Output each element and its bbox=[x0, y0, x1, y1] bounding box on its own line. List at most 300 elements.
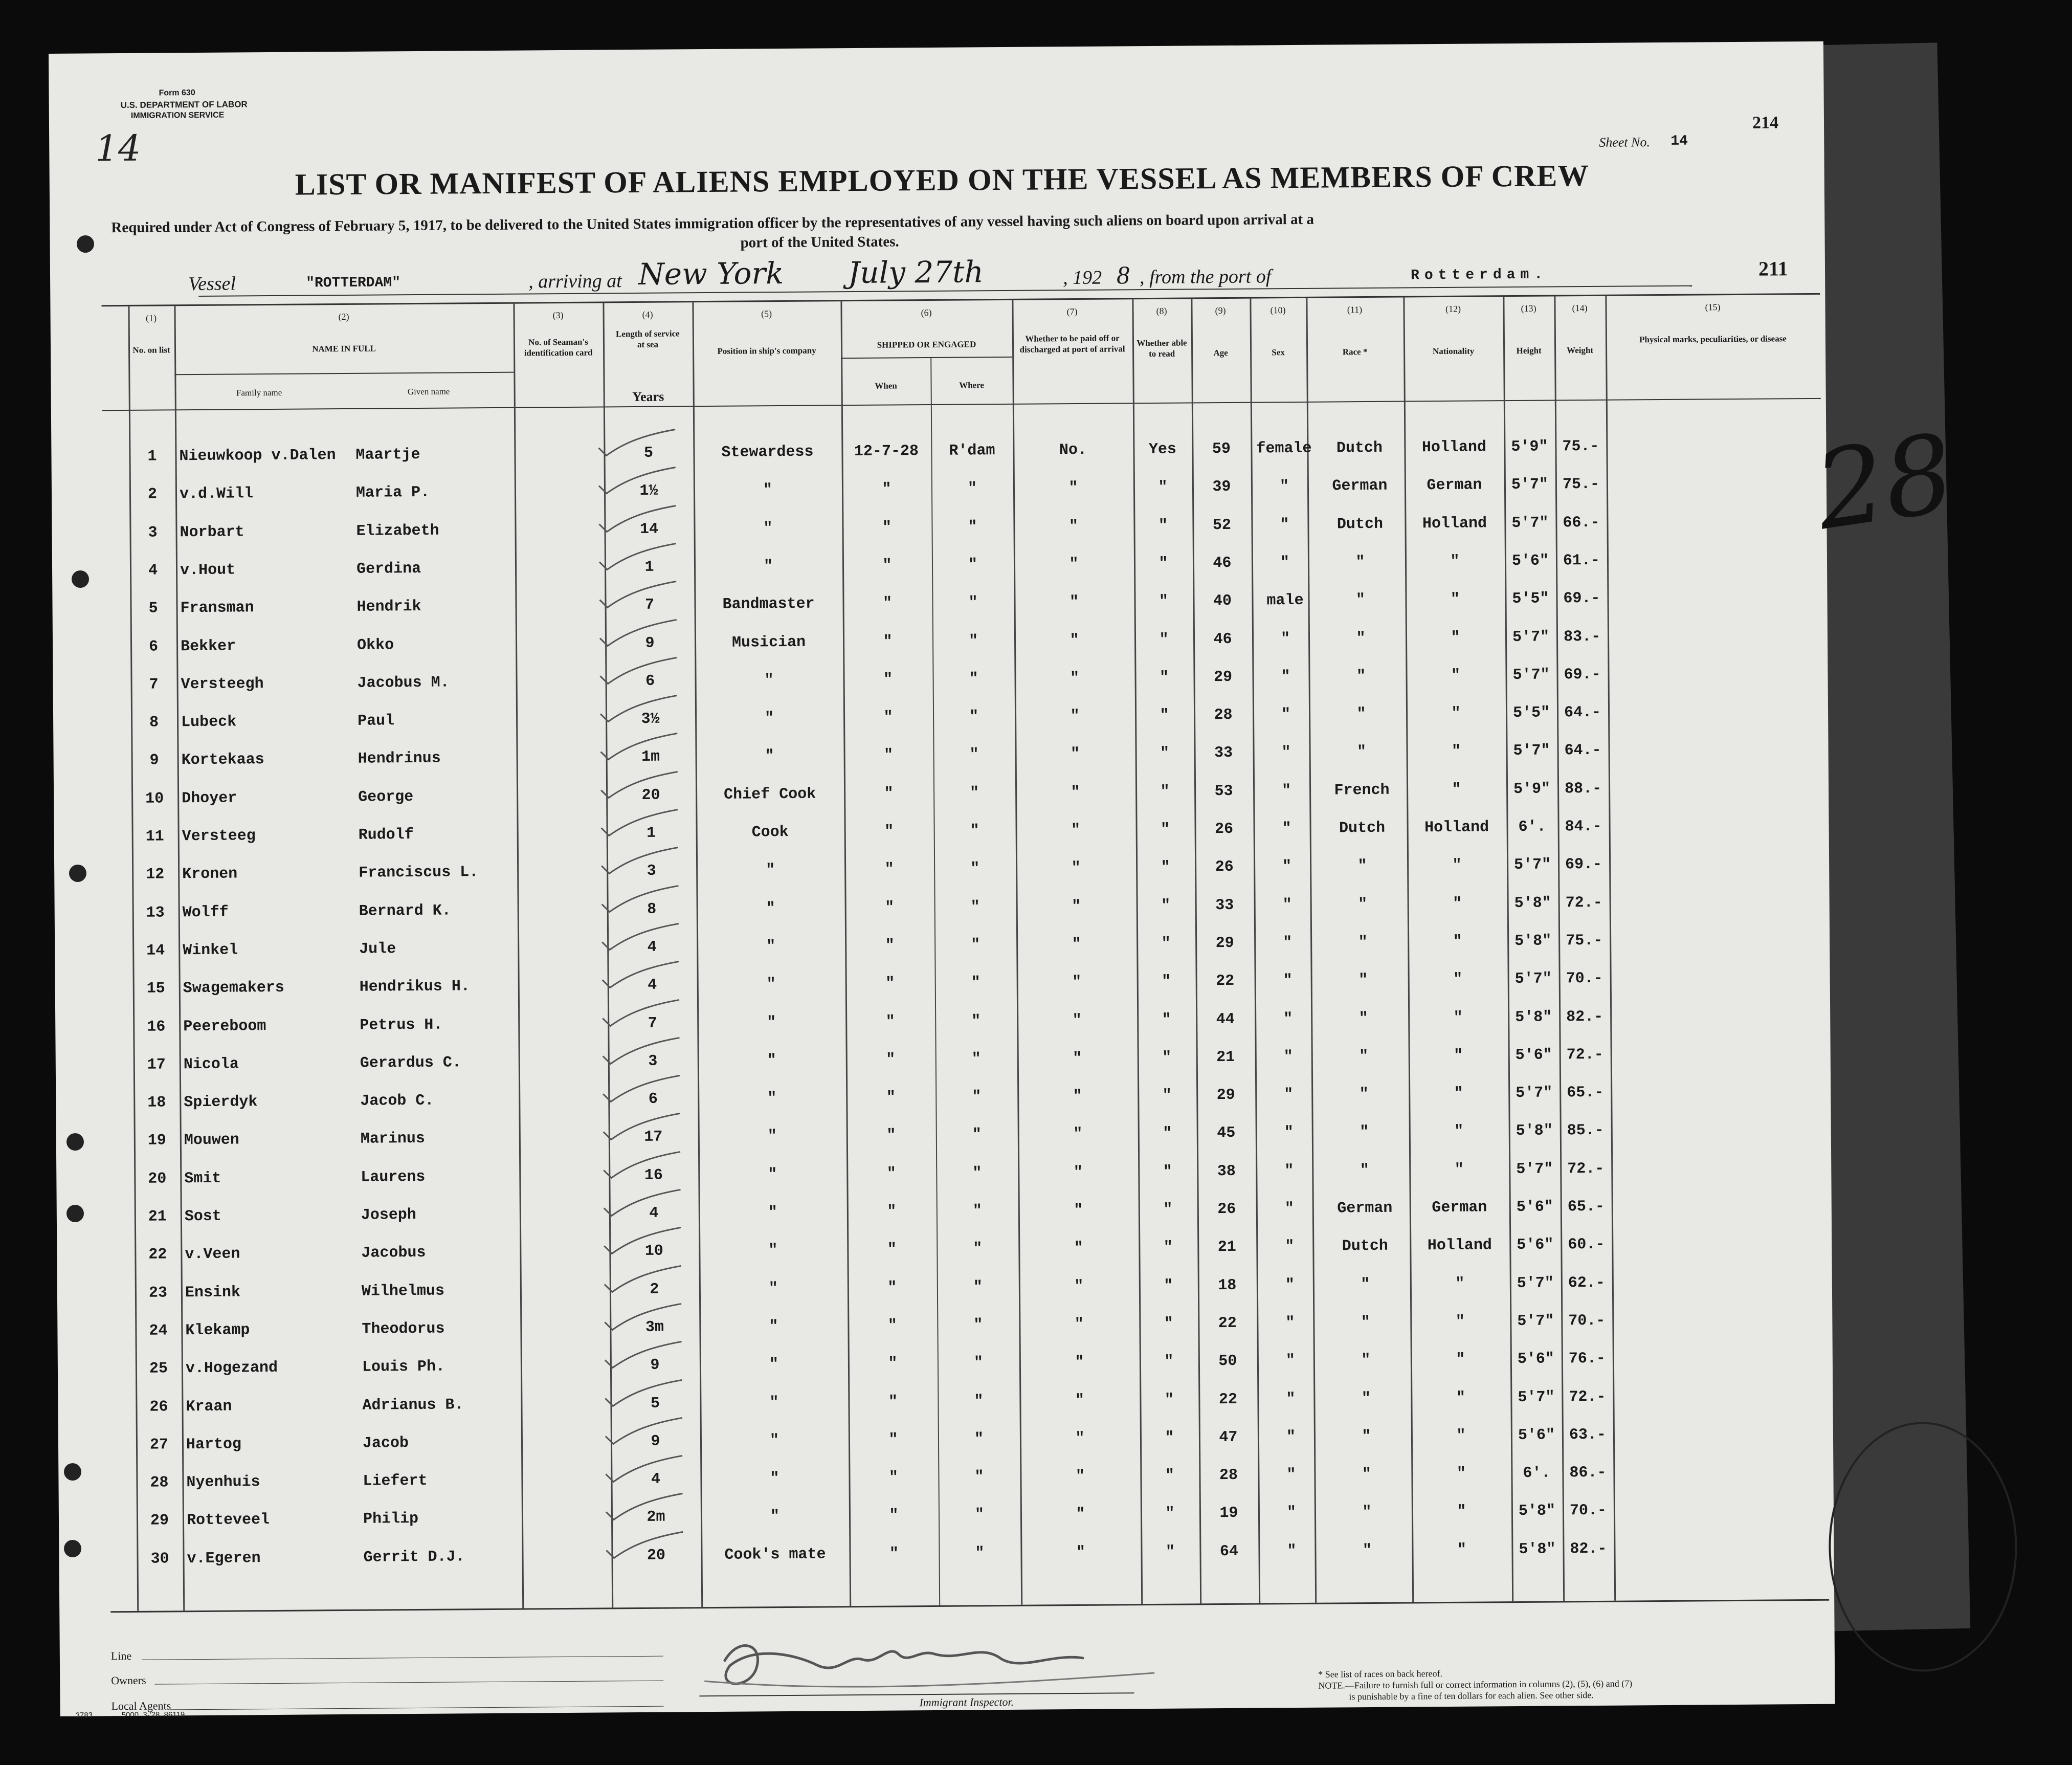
cell-paid-off: " bbox=[1070, 669, 1080, 687]
cell-age: 44 bbox=[1216, 1010, 1235, 1028]
header-years: Years bbox=[632, 389, 664, 405]
cell-where: R'dam bbox=[949, 442, 995, 460]
cell-weight: 61.- bbox=[1563, 551, 1600, 570]
note-races: * See list of races on back hereof. bbox=[1318, 1668, 1443, 1680]
cell-nationality: German bbox=[1432, 1199, 1487, 1217]
cell-height: 5'7" bbox=[1511, 514, 1549, 532]
cell-height: 5'7" bbox=[1518, 1388, 1555, 1406]
cell-height: 5'9" bbox=[1513, 780, 1551, 798]
cell-sex: " bbox=[1284, 1124, 1294, 1142]
cell-able-read: " bbox=[1164, 1391, 1174, 1409]
cell-years: 14 bbox=[639, 520, 659, 538]
cell-height: 5'5" bbox=[1512, 590, 1549, 608]
cell-given-name: Gerdina bbox=[356, 560, 421, 578]
cell-given-name: Jacob bbox=[362, 1434, 409, 1452]
cell-able-read: " bbox=[1162, 1087, 1172, 1105]
cell-paid-off: " bbox=[1074, 1240, 1083, 1257]
cell-years: 3½ bbox=[641, 710, 660, 729]
cell-race: " bbox=[1361, 1313, 1370, 1332]
cell-position: " bbox=[764, 710, 774, 727]
year-label: , 192 bbox=[1062, 267, 1102, 289]
cell-height: 5'7" bbox=[1516, 1084, 1553, 1102]
cell-position: " bbox=[767, 1051, 776, 1070]
cell-years: 1m bbox=[641, 748, 660, 766]
cell-height: 6'. bbox=[1518, 818, 1546, 836]
cell-given-name: George bbox=[358, 788, 414, 806]
footer-agents-label: Local Agents bbox=[111, 1699, 171, 1713]
cell-family-name: v.Hout bbox=[180, 561, 236, 580]
cell-given-name: Marinus bbox=[360, 1130, 425, 1149]
cell-given-name: Petrus H. bbox=[360, 1016, 443, 1034]
cell-able-read: " bbox=[1161, 859, 1170, 877]
cell-age: 26 bbox=[1215, 820, 1234, 839]
cell-when: " bbox=[883, 633, 893, 651]
cell-position: " bbox=[768, 1165, 777, 1183]
cell-race: Dutch bbox=[1336, 515, 1384, 534]
cell-nationality: " bbox=[1451, 743, 1461, 761]
cell-able-read: " bbox=[1160, 783, 1170, 801]
cell-family-name: Versteegh bbox=[181, 675, 264, 694]
cell-weight: 64.- bbox=[1564, 742, 1601, 760]
cell-race: " bbox=[1362, 1504, 1372, 1521]
cell-no: 6 bbox=[148, 638, 159, 656]
cell-position: " bbox=[766, 938, 776, 956]
cell-paid-off: " bbox=[1071, 859, 1081, 877]
cell-given-name: Philip bbox=[363, 1510, 419, 1529]
cell-sex: " bbox=[1283, 1048, 1293, 1066]
cell-years: 9 bbox=[645, 634, 655, 652]
cell-no: 1 bbox=[147, 448, 157, 466]
cell-family-name: Smit bbox=[184, 1170, 221, 1187]
cell-sex: " bbox=[1286, 1504, 1297, 1522]
cell-family-name: Dhoyer bbox=[182, 789, 237, 807]
cell-height: 5'7" bbox=[1512, 666, 1550, 684]
cell-position: Cook bbox=[751, 823, 789, 842]
header-age: Age bbox=[1213, 347, 1228, 358]
cell-able-read: " bbox=[1159, 631, 1169, 649]
cell-years: 1 bbox=[644, 558, 654, 576]
cell-given-name: Rudolf bbox=[358, 826, 414, 844]
cell-age: 29 bbox=[1216, 1086, 1235, 1105]
cell-height: 5'6" bbox=[1516, 1198, 1553, 1217]
cell-weight: 60.- bbox=[1568, 1236, 1605, 1254]
cell-no: 18 bbox=[147, 1094, 166, 1112]
cell-age: 26 bbox=[1217, 1200, 1236, 1219]
cell-no: 5 bbox=[148, 600, 158, 617]
cell-sex: " bbox=[1286, 1428, 1296, 1446]
header-seaman-card: No. of Seaman's identification card bbox=[524, 337, 593, 358]
cell-weight: 70.- bbox=[1569, 1502, 1607, 1520]
cell-when: " bbox=[888, 1469, 899, 1487]
cell-no: 26 bbox=[149, 1398, 168, 1416]
cell-when: " bbox=[882, 594, 893, 612]
cell-height: 5'7" bbox=[1517, 1274, 1554, 1292]
cell-years: 10 bbox=[644, 1242, 663, 1261]
cell-paid-off: " bbox=[1072, 897, 1081, 915]
cell-height: 5'6" bbox=[1517, 1350, 1555, 1369]
pencil-check-mark bbox=[594, 541, 681, 572]
cell-no: 23 bbox=[148, 1284, 168, 1302]
cell-weight: 64.- bbox=[1564, 703, 1601, 722]
cell-when: " bbox=[886, 1165, 896, 1183]
cell-no: 13 bbox=[146, 904, 165, 922]
pencil-check-mark bbox=[599, 1225, 686, 1256]
cell-family-name: Bekker bbox=[180, 637, 236, 655]
col-number: (2) bbox=[338, 311, 349, 322]
col-number: (11) bbox=[1347, 304, 1363, 315]
cell-weight: 63.- bbox=[1569, 1426, 1607, 1444]
cell-paid-off: " bbox=[1075, 1429, 1085, 1447]
cell-weight: 72.- bbox=[1569, 1388, 1606, 1406]
cell-sex: " bbox=[1287, 1542, 1297, 1560]
cell-given-name: Wilhelmus bbox=[361, 1282, 445, 1300]
cell-years: 4 bbox=[651, 1470, 661, 1488]
cell-where: " bbox=[972, 1126, 982, 1144]
cell-no: 7 bbox=[149, 676, 159, 694]
cell-position: " bbox=[769, 1317, 778, 1336]
cell-where: " bbox=[973, 1316, 983, 1334]
cell-position: " bbox=[770, 1508, 780, 1526]
cell-height: 5'8" bbox=[1514, 932, 1552, 950]
cell-position: Musician bbox=[731, 633, 806, 652]
cell-paid-off: " bbox=[1068, 517, 1079, 535]
cell-weight: 70.- bbox=[1566, 970, 1603, 988]
cell-sex: " bbox=[1286, 1390, 1296, 1408]
cell-family-name: Winkel bbox=[183, 941, 238, 960]
cell-given-name: Hendrinus bbox=[358, 750, 441, 768]
binder-hole bbox=[72, 570, 89, 588]
corner-page-number: 214 bbox=[1752, 113, 1779, 133]
handwritten-corner-number: 14 bbox=[95, 127, 141, 170]
cell-position: " bbox=[766, 862, 775, 879]
cell-able-read: " bbox=[1162, 973, 1171, 991]
cell-paid-off: " bbox=[1070, 631, 1079, 649]
name-split-rule bbox=[174, 372, 514, 376]
cell-given-name: Hendrik bbox=[357, 598, 421, 616]
cell-when: " bbox=[887, 1279, 897, 1297]
cell-height: 5'6" bbox=[1517, 1236, 1554, 1254]
cell-age: 19 bbox=[1219, 1505, 1238, 1523]
cell-no: 15 bbox=[146, 980, 165, 998]
cell-where: " bbox=[969, 670, 978, 688]
cell-no: 25 bbox=[149, 1360, 168, 1378]
cell-given-name: Adrianus B. bbox=[362, 1396, 464, 1415]
cell-weight: 88.- bbox=[1564, 780, 1602, 798]
cell-given-name: Bernard K. bbox=[359, 902, 451, 920]
header-length-service: Length of service at sea bbox=[615, 328, 680, 349]
cell-family-name: Rotteveel bbox=[186, 1511, 270, 1530]
header-sex: Sex bbox=[1272, 347, 1285, 358]
cell-nationality: " bbox=[1451, 667, 1461, 685]
cell-position: " bbox=[770, 1470, 779, 1488]
cell-no: 24 bbox=[149, 1322, 168, 1340]
cell-paid-off: " bbox=[1076, 1543, 1086, 1561]
cell-no: 20 bbox=[148, 1170, 167, 1188]
cell-nationality: " bbox=[1453, 933, 1462, 951]
manifest-sheet bbox=[49, 41, 1962, 1720]
cell-given-name: Theodorus bbox=[362, 1320, 445, 1338]
cell-where: " bbox=[974, 1468, 984, 1486]
page-number: 211 bbox=[1758, 257, 1788, 280]
cell-sex: " bbox=[1284, 1086, 1294, 1104]
cell-sex: " bbox=[1281, 744, 1291, 762]
cell-able-read: " bbox=[1158, 592, 1169, 611]
cell-given-name: Franciscus L. bbox=[359, 864, 479, 882]
cell-able-read: " bbox=[1161, 821, 1170, 839]
pencil-check-mark bbox=[596, 769, 683, 800]
header-bottom-rule bbox=[102, 398, 1821, 411]
cell-age: 29 bbox=[1213, 668, 1233, 686]
cell-age: 53 bbox=[1214, 782, 1233, 800]
cell-nationality: " bbox=[1457, 1541, 1467, 1559]
cell-where: " bbox=[970, 822, 979, 840]
cell-race: " bbox=[1357, 857, 1367, 875]
cell-where: " bbox=[969, 784, 979, 802]
cell-when: " bbox=[883, 746, 894, 765]
cell-when: " bbox=[886, 1051, 896, 1069]
cell-where: " bbox=[969, 746, 979, 764]
pencil-check-mark bbox=[600, 1339, 687, 1371]
cell-able-read: " bbox=[1163, 1125, 1172, 1143]
cell-no: 10 bbox=[145, 790, 164, 808]
cell-race: " bbox=[1356, 667, 1366, 685]
cell-family-name: Hartog bbox=[186, 1436, 242, 1453]
cell-able-read: " bbox=[1164, 1277, 1173, 1295]
cell-years: 3 bbox=[648, 1052, 658, 1070]
cell-no: 3 bbox=[148, 524, 158, 542]
header-no-on-list: No. on list bbox=[132, 345, 170, 355]
cell-when: " bbox=[883, 671, 893, 689]
cell-race: " bbox=[1355, 591, 1366, 609]
cell-position: " bbox=[769, 1356, 779, 1374]
cell-age: 28 bbox=[1214, 706, 1233, 724]
cell-no: 16 bbox=[147, 1018, 166, 1036]
cell-able-read: " bbox=[1159, 669, 1169, 687]
cell-family-name: Sost bbox=[184, 1207, 222, 1226]
cell-height: 5'7" bbox=[1516, 1160, 1553, 1178]
cell-sex: " bbox=[1284, 1200, 1294, 1218]
cell-where: " bbox=[971, 1012, 981, 1030]
header-physical-marks: Physical marks, peculiarities, or disease bbox=[1639, 334, 1787, 345]
cell-nationality: Holland bbox=[1427, 1237, 1492, 1255]
cell-family-name: Kronen bbox=[182, 865, 238, 884]
col-number: (9) bbox=[1215, 305, 1226, 316]
cell-when: 12-7-28 bbox=[854, 443, 919, 461]
col-number: (15) bbox=[1705, 302, 1721, 313]
pencil-check-mark bbox=[596, 807, 683, 838]
cell-sex: " bbox=[1282, 896, 1292, 914]
cell-family-name: Versteeg bbox=[182, 827, 256, 846]
cell-race: German bbox=[1337, 1199, 1393, 1218]
header-name-in-full: NAME IN FULL bbox=[312, 343, 376, 354]
cell-nationality: " bbox=[1450, 553, 1460, 570]
cell-when: " bbox=[887, 1317, 898, 1335]
cell-sex: " bbox=[1286, 1466, 1296, 1484]
cell-age: 47 bbox=[1219, 1428, 1238, 1446]
cell-race: " bbox=[1361, 1275, 1370, 1293]
cell-years: 16 bbox=[644, 1166, 663, 1184]
pencil-check-mark bbox=[600, 1453, 687, 1484]
pencil-check-mark bbox=[600, 1377, 687, 1408]
cell-race: " bbox=[1359, 1086, 1369, 1104]
cell-no: 11 bbox=[145, 828, 164, 846]
cell-age: 46 bbox=[1213, 630, 1232, 648]
cell-position: " bbox=[766, 899, 775, 917]
cell-position: " bbox=[767, 1090, 777, 1108]
pencil-check-mark bbox=[595, 731, 682, 762]
shipped-split-rule bbox=[841, 357, 1012, 359]
cell-when: " bbox=[886, 1089, 896, 1107]
cell-nationality: " bbox=[1454, 1161, 1464, 1179]
cell-able-read: " bbox=[1162, 1011, 1171, 1029]
cell-height: 5'7" bbox=[1512, 628, 1550, 646]
cell-family-name: Klekamp bbox=[185, 1321, 250, 1340]
cell-when: " bbox=[884, 785, 894, 803]
cell-family-name: Lubeck bbox=[181, 713, 237, 732]
cell-where: " bbox=[973, 1278, 983, 1296]
cell-race: Dutch bbox=[1339, 819, 1386, 837]
cell-able-read: Yes bbox=[1148, 440, 1177, 459]
cell-race: " bbox=[1356, 705, 1366, 723]
cell-no: 21 bbox=[148, 1208, 167, 1226]
footer-owners-label: Owners bbox=[111, 1673, 146, 1687]
cell-where: " bbox=[968, 556, 978, 574]
pencil-check-mark bbox=[597, 997, 684, 1028]
stamp-circle bbox=[1828, 1421, 2018, 1672]
cell-race: " bbox=[1362, 1541, 1372, 1559]
cell-nationality: " bbox=[1454, 1047, 1463, 1065]
cell-paid-off: " bbox=[1073, 1163, 1083, 1181]
cell-nationality: " bbox=[1454, 1085, 1463, 1102]
cell-where: " bbox=[968, 632, 978, 650]
service-label: IMMIGRATION SERVICE bbox=[130, 111, 225, 120]
cell-able-read: " bbox=[1158, 517, 1168, 535]
cell-weight: 84.- bbox=[1565, 818, 1602, 836]
cell-years: 1½ bbox=[639, 482, 658, 500]
from-port-label: , from the port of bbox=[1139, 266, 1272, 289]
cell-race: " bbox=[1356, 629, 1366, 647]
cell-age: 59 bbox=[1212, 440, 1231, 458]
cell-age: 29 bbox=[1215, 934, 1234, 953]
cell-able-read: " bbox=[1161, 897, 1171, 915]
cell-position: Stewardess bbox=[721, 443, 814, 461]
pencil-check-mark bbox=[595, 655, 682, 686]
header-position: Position in ship's company bbox=[717, 345, 816, 356]
cell-nationality: " bbox=[1451, 629, 1460, 647]
note-line-2: is punishable by a fine of ten dollars for each alien. See other side. bbox=[1349, 1689, 1594, 1702]
cell-paid-off: " bbox=[1073, 1126, 1083, 1143]
cell-where: " bbox=[970, 898, 980, 916]
cell-where: " bbox=[973, 1354, 984, 1372]
cell-family-name: v.Veen bbox=[185, 1245, 240, 1264]
binder-hole bbox=[64, 1540, 81, 1557]
cell-where: " bbox=[971, 1050, 981, 1068]
cell-able-read: " bbox=[1165, 1543, 1175, 1561]
cell-family-name: Spierdyk bbox=[184, 1093, 258, 1112]
cell-race: " bbox=[1355, 553, 1365, 571]
cell-years: 4 bbox=[648, 976, 657, 995]
table-bottom-rule bbox=[110, 1599, 1829, 1613]
cell-when: " bbox=[885, 899, 895, 917]
cell-able-read: " bbox=[1160, 745, 1170, 763]
cell-race: " bbox=[1360, 1123, 1369, 1141]
cell-weight: 85.- bbox=[1567, 1122, 1604, 1140]
cell-sex: male bbox=[1266, 592, 1304, 610]
binder-hole bbox=[77, 235, 94, 253]
cell-nationality: " bbox=[1456, 1351, 1465, 1369]
cell-family-name: Wolff bbox=[182, 903, 229, 921]
cell-family-name: Peereboom bbox=[183, 1017, 266, 1035]
form-id: Form 630 bbox=[159, 89, 195, 98]
cell-given-name: Gerardus C. bbox=[360, 1054, 461, 1072]
footer-printer-line: 5000. 3-'28. 86119. bbox=[121, 1710, 187, 1720]
pencil-check-mark bbox=[597, 959, 684, 990]
cell-able-read: " bbox=[1163, 1163, 1172, 1181]
cell-race: " bbox=[1361, 1389, 1371, 1407]
cell-given-name: Maartje bbox=[355, 446, 420, 464]
cell-years: 7 bbox=[644, 596, 655, 614]
document-title: LIST OR MANIFEST OF ALIENS EMPLOYED ON THE VESSEL AS MEMBERS OF CREW bbox=[295, 158, 1589, 202]
cell-where: " bbox=[974, 1506, 985, 1524]
cell-where: " bbox=[970, 860, 980, 878]
cell-age: 50 bbox=[1218, 1353, 1237, 1371]
cell-years: 9 bbox=[651, 1432, 660, 1450]
cell-when: " bbox=[882, 557, 892, 575]
cell-sex: " bbox=[1280, 554, 1290, 572]
cell-height: 5'8" bbox=[1518, 1502, 1556, 1520]
cell-race: " bbox=[1362, 1427, 1371, 1445]
cell-weight: 69.- bbox=[1563, 590, 1600, 608]
binder-hole bbox=[66, 1205, 84, 1222]
cell-weight: 82.- bbox=[1570, 1540, 1607, 1558]
cell-able-read: " bbox=[1163, 1201, 1173, 1219]
cell-family-name: Nyenhuis bbox=[186, 1473, 260, 1492]
col-number: (5) bbox=[761, 308, 772, 319]
cell-weight: 76.- bbox=[1568, 1350, 1606, 1368]
cell-position: " bbox=[767, 1013, 776, 1031]
pencil-check-mark bbox=[597, 921, 684, 952]
cell-age: 28 bbox=[1219, 1466, 1238, 1485]
cell-years: 3 bbox=[647, 863, 656, 880]
cell-weight: 62.- bbox=[1568, 1274, 1605, 1292]
cell-weight: 75.- bbox=[1562, 437, 1599, 456]
col-number: (8) bbox=[1156, 305, 1167, 316]
cell-paid-off: " bbox=[1074, 1315, 1084, 1333]
cell-no: 27 bbox=[149, 1436, 169, 1454]
cell-family-name: v.d.Will bbox=[179, 485, 254, 503]
cell-race: " bbox=[1358, 895, 1368, 913]
cell-able-read: " bbox=[1162, 1049, 1172, 1067]
cell-family-name: v.Hogezand bbox=[185, 1359, 278, 1378]
cell-height: 5'6" bbox=[1511, 552, 1549, 570]
cell-sex: " bbox=[1283, 1010, 1293, 1028]
cell-age: 33 bbox=[1214, 744, 1233, 762]
subtitle-line-1: Required under Act of Congress of February 5, 1917, to be delivered to the United States immigration officer by the representatives of any vessel having such aliens on board upon arrival at a bbox=[111, 211, 1315, 236]
cell-sex: " bbox=[1281, 706, 1291, 724]
cell-given-name: Jacobus M. bbox=[357, 674, 450, 692]
cell-race: French bbox=[1334, 781, 1390, 800]
cell-height: 5'7" bbox=[1514, 856, 1551, 874]
cell-nationality: Holland bbox=[1424, 819, 1489, 837]
cell-nationality: " bbox=[1452, 857, 1462, 875]
col-number: (4) bbox=[642, 309, 653, 320]
cell-position: " bbox=[766, 976, 776, 994]
cell-no: 9 bbox=[149, 752, 159, 770]
cell-paid-off: " bbox=[1072, 1011, 1082, 1029]
cell-height: 5'7" bbox=[1513, 742, 1550, 760]
cell-given-name: Paul bbox=[358, 712, 395, 730]
pencil-check-mark bbox=[601, 1491, 688, 1523]
